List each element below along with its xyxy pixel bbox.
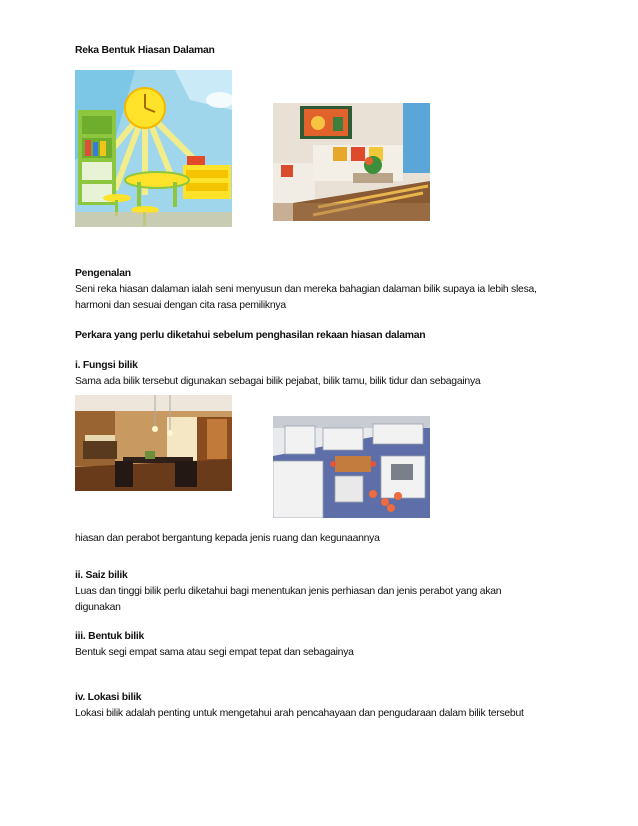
section-3-text: Bentuk segi empat sama atau segi empat tepat dan sebagainya xyxy=(75,647,354,658)
document-title: Reka Bentuk Hiasan Dalaman xyxy=(75,45,215,56)
section-1-after-text: hiasan dan perabot bergantung kepada jenis ruang dan kegunaannya xyxy=(75,533,380,544)
dining-room-photo xyxy=(75,395,232,491)
section-4-heading: iv. Lokasi bilik xyxy=(75,692,142,703)
section-2-line-1: Luas dan tinggi bilik perlu diketahui bagi menentukan jenis perhiasan dan jenis perabot yang akan xyxy=(75,586,502,597)
kids-room-photo xyxy=(75,70,232,227)
perkara-heading: Perkara yang perlu diketahui sebelum penghasilan rekaan hiasan dalaman xyxy=(75,330,426,341)
office-photo xyxy=(273,416,430,518)
section-1-heading: i. Fungsi bilik xyxy=(75,360,138,371)
section-2-line-2: digunakan xyxy=(75,602,121,613)
intro-line-1: Seni reka hiasan dalaman ialah seni menyusun dan mereka bahagian dalaman bilik supaya ia lebih slesa, xyxy=(75,284,537,295)
section-2-heading: ii. Saiz bilik xyxy=(75,570,128,581)
living-room-photo xyxy=(273,103,430,221)
section-1-text: Sama ada bilik tersebut digunakan sebagai bilik pejabat, bilik tamu, bilik tidur dan sebagainya xyxy=(75,376,481,387)
intro-line-2: harmoni dan sesuai dengan cita rasa pemiliknya xyxy=(75,300,286,311)
section-4-text: Lokasi bilik adalah penting untuk mengetahui arah pencahayaan dan pengudaraan dalam bilik tersebut xyxy=(75,708,524,719)
section-3-heading: iii. Bentuk bilik xyxy=(75,631,145,642)
intro-heading: Pengenalan xyxy=(75,268,131,279)
